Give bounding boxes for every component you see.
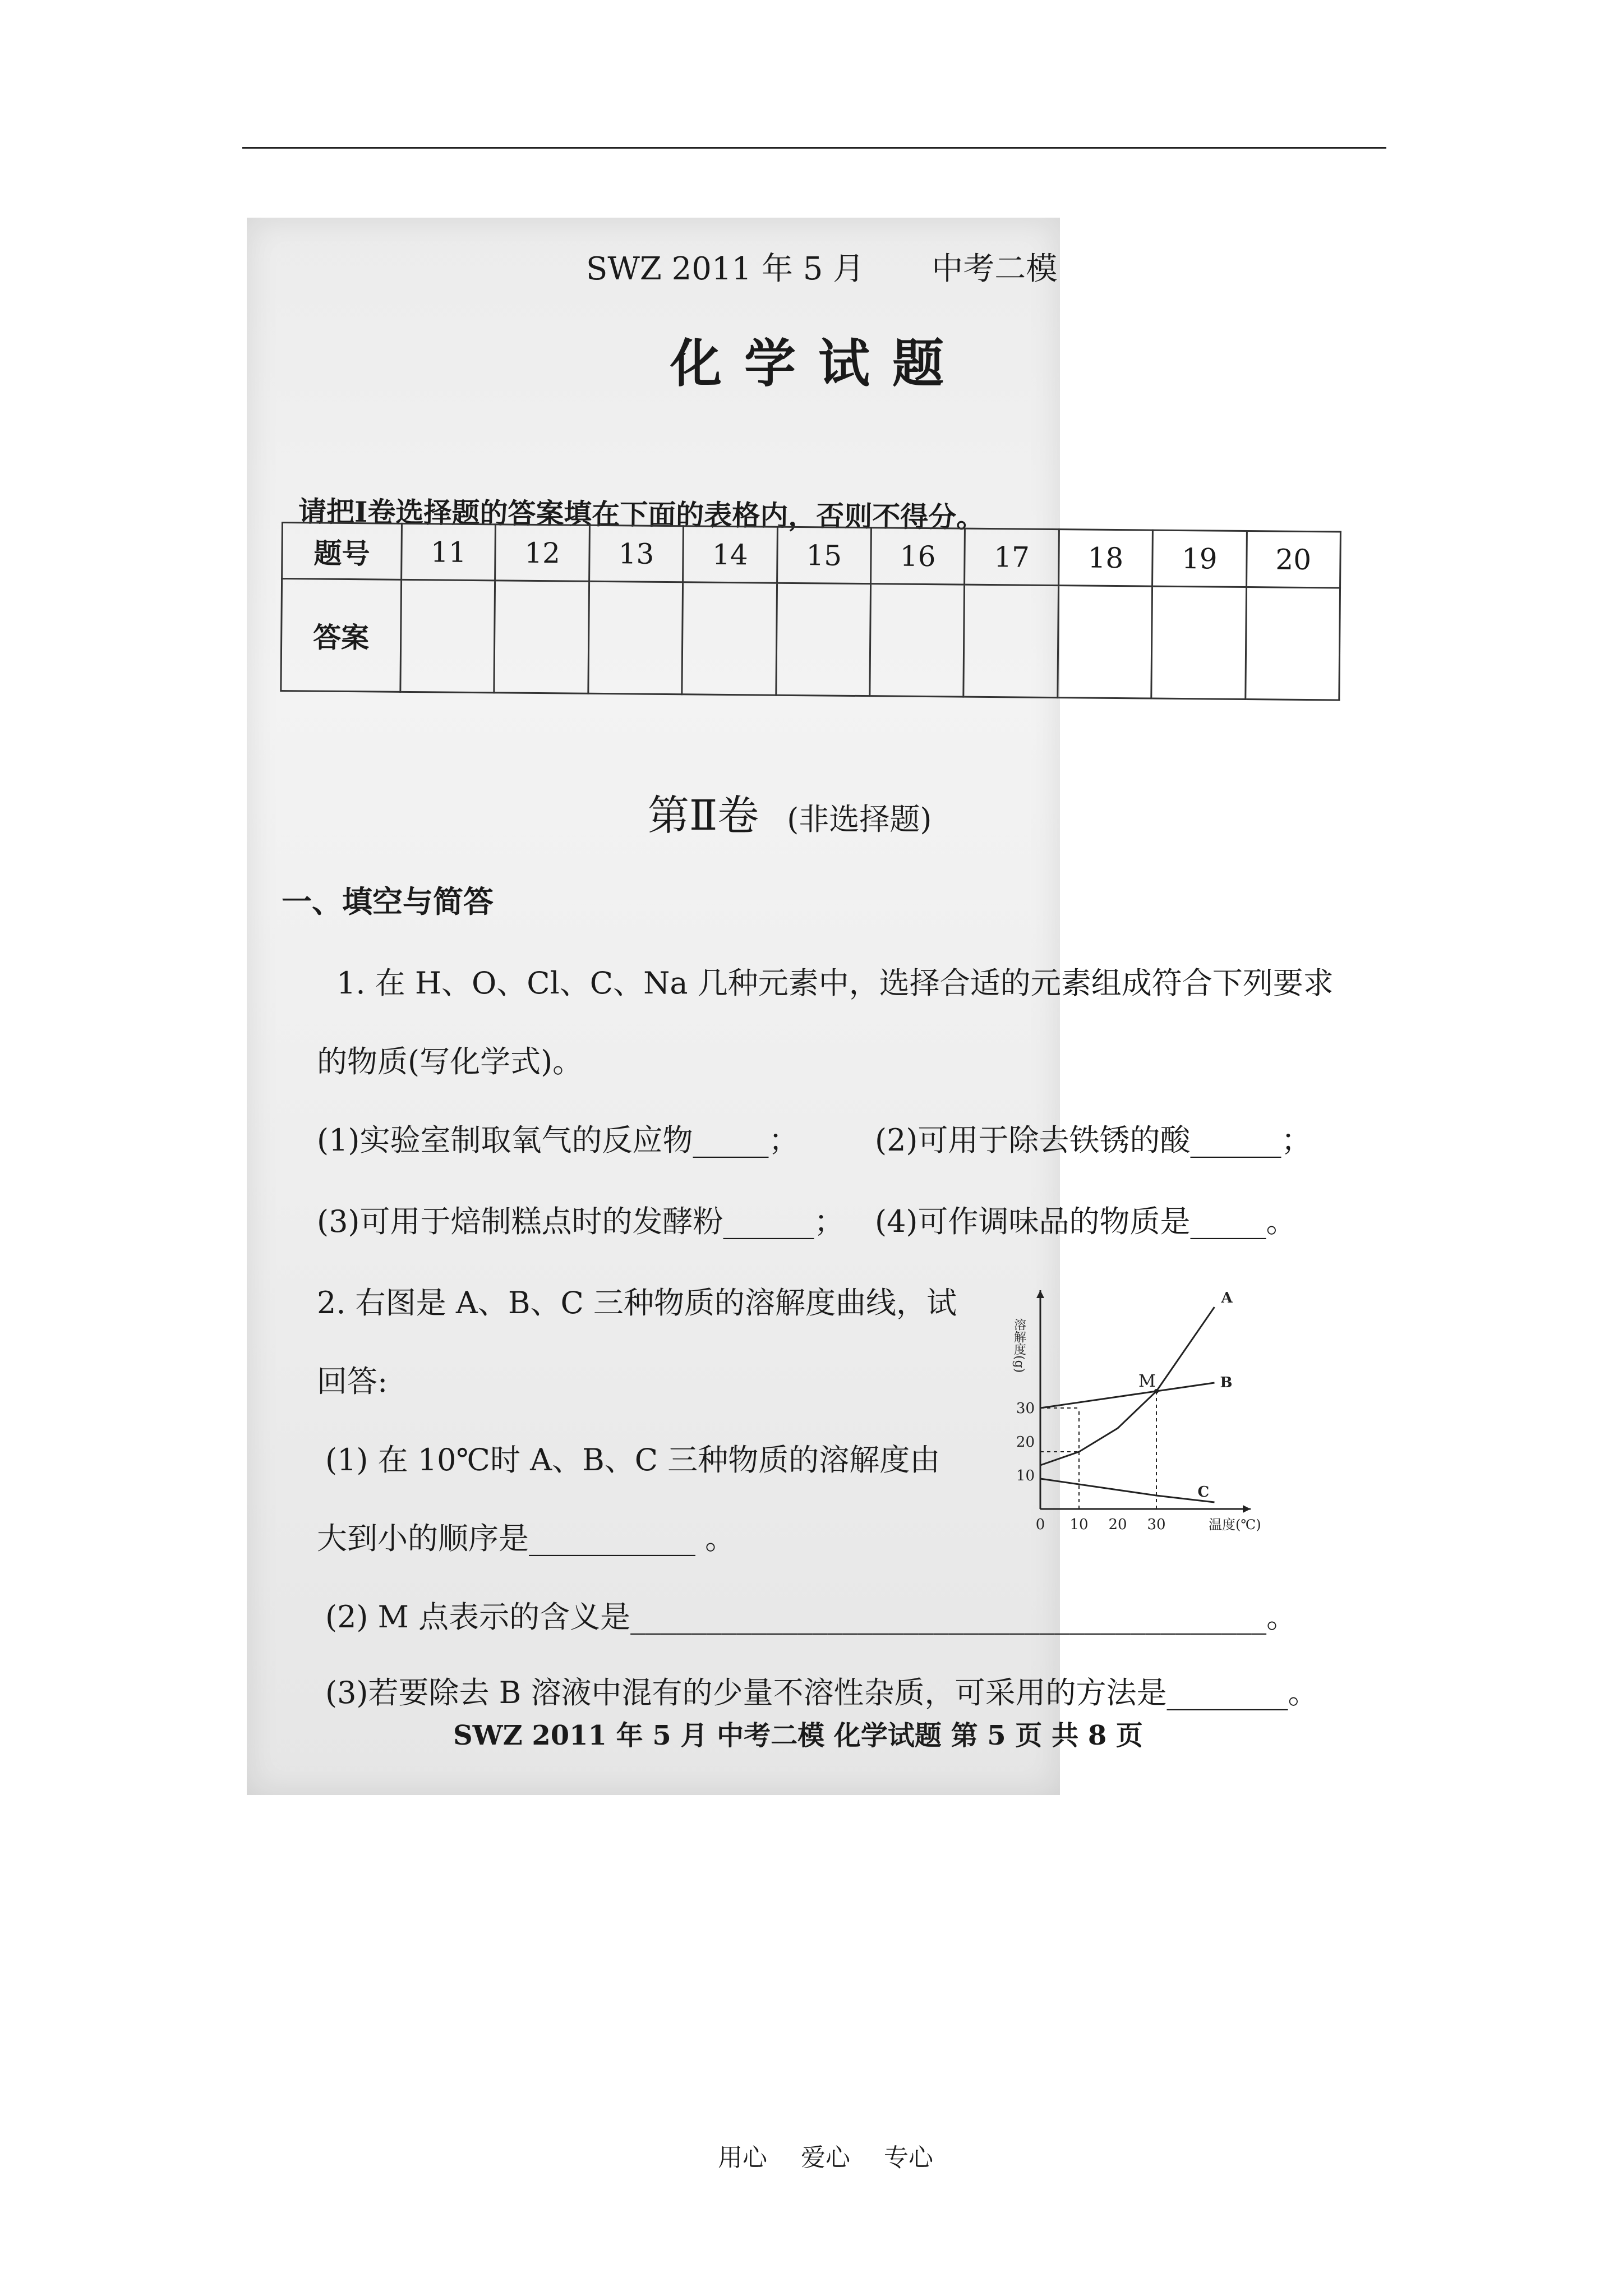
y-tick-label: 30 [1016,1400,1035,1417]
question-number: 17 [965,528,1059,585]
question-number: 12 [495,524,589,581]
series-line-c [1040,1479,1215,1502]
x-tick-label: 10 [1069,1516,1089,1533]
point-m-label: M [1138,1372,1156,1391]
section-two-heading [648,783,932,842]
exam-name: 中考二模 [932,251,1058,287]
question-number: 20 [1246,531,1340,588]
footer-text-2: 爱心 [801,2143,850,2172]
page-title: 化学试题 [670,333,967,394]
q1-item4: (4)可作调味品的物质是_____。 [875,1204,1297,1239]
q1-item3: (3)可用于焙制糕点时的发酵粉______； [317,1204,845,1239]
answer-cell[interactable] [1058,586,1152,698]
page-footer [718,2137,933,2173]
y-tick-label: 20 [1016,1434,1035,1451]
answer-cell[interactable] [1245,587,1340,700]
question-number: 18 [1058,530,1152,586]
y-tick-label: 10 [1016,1467,1035,1484]
series-label-b: B [1220,1374,1233,1391]
question-number: 13 [589,525,683,582]
question-number: 16 [871,528,965,585]
answer-table-instruction: 请把Ⅰ卷选择题的答案填在下面的表格内，否则不得分。 [298,495,985,534]
answer-cell[interactable] [494,581,589,693]
q1-line2: 的物质(写化学式)。 [317,1044,583,1079]
q1-line1: 1. 在 H、O、Cl、C、Na 几种元素中，选择合适的元素组成符合下列要求 [336,965,1334,1001]
q2-sub2: (2) M 点表示的含义是__________________________________________。 [325,1599,1297,1635]
x-axis-label: 温度(℃) [1209,1517,1261,1533]
answer-cell[interactable] [588,581,683,694]
x-tick-label: 30 [1147,1516,1166,1533]
question-number: 19 [1152,530,1247,587]
footer-text-1: 用心 [718,2143,767,2172]
q2-line2: 回答: [317,1364,388,1399]
answer-cell[interactable] [963,585,1058,697]
q1-item2: (2)可用于除去铁锈的酸______； [875,1122,1312,1158]
scan-footer: SWZ 2011 年 5 月 中考二模 化学试题 第 5 页 共 8 页 [453,1720,1143,1751]
question-number-header: 题号 [282,523,402,580]
answer-cell[interactable] [682,582,777,695]
x-tick-label: 20 [1108,1516,1127,1533]
question-number: 11 [402,523,496,580]
exam-info: SWZ 2011 年 5 月 [586,251,865,287]
q2-sub3: (3)若要除去 B 溶液中混有的少量不溶性杂质，可采用的方法是________。 [325,1675,1318,1710]
question-number: 14 [683,526,777,583]
answer-table [280,522,1341,701]
answer-header: 答案 [281,579,402,692]
y-axis-label: 溶解度(g) [1012,1318,1026,1373]
section-two-subtitle: (非选择题) [787,802,932,837]
series-label-c: C [1197,1484,1210,1501]
answer-cell[interactable] [870,584,965,697]
solubility-chart [1007,1285,1287,1548]
exam-header [586,244,1057,289]
part-one-heading: 一、填空与简答 [282,884,494,919]
q1-item1: (1)实验室制取氧气的反应物_____； [317,1122,799,1158]
question-number: 15 [777,527,871,583]
section-two-label: 第Ⅱ卷 [648,792,759,840]
series-line-b [1040,1383,1215,1408]
series-label-a: A [1221,1290,1233,1306]
q2-sub1-line2: 大到小的顺序是___________ 。 [317,1521,736,1556]
top-rule [242,147,1386,149]
answer-cell[interactable] [400,579,495,692]
q2-line1: 2. 右图是 A、B、C 三种物质的溶解度曲线，试 [317,1285,957,1320]
y-axis-arrow [1036,1290,1044,1298]
footer-text-3: 专心 [884,2143,933,2172]
q2-sub1-line1: (1) 在 10℃时 A、B、C 三种物质的溶解度由 [325,1442,940,1478]
x-axis-arrow [1243,1505,1251,1513]
answer-cell[interactable] [776,583,870,696]
x-tick-label: 0 [1035,1516,1045,1533]
scanned-exam-page [247,218,1060,1795]
answer-cell[interactable] [1151,586,1246,699]
